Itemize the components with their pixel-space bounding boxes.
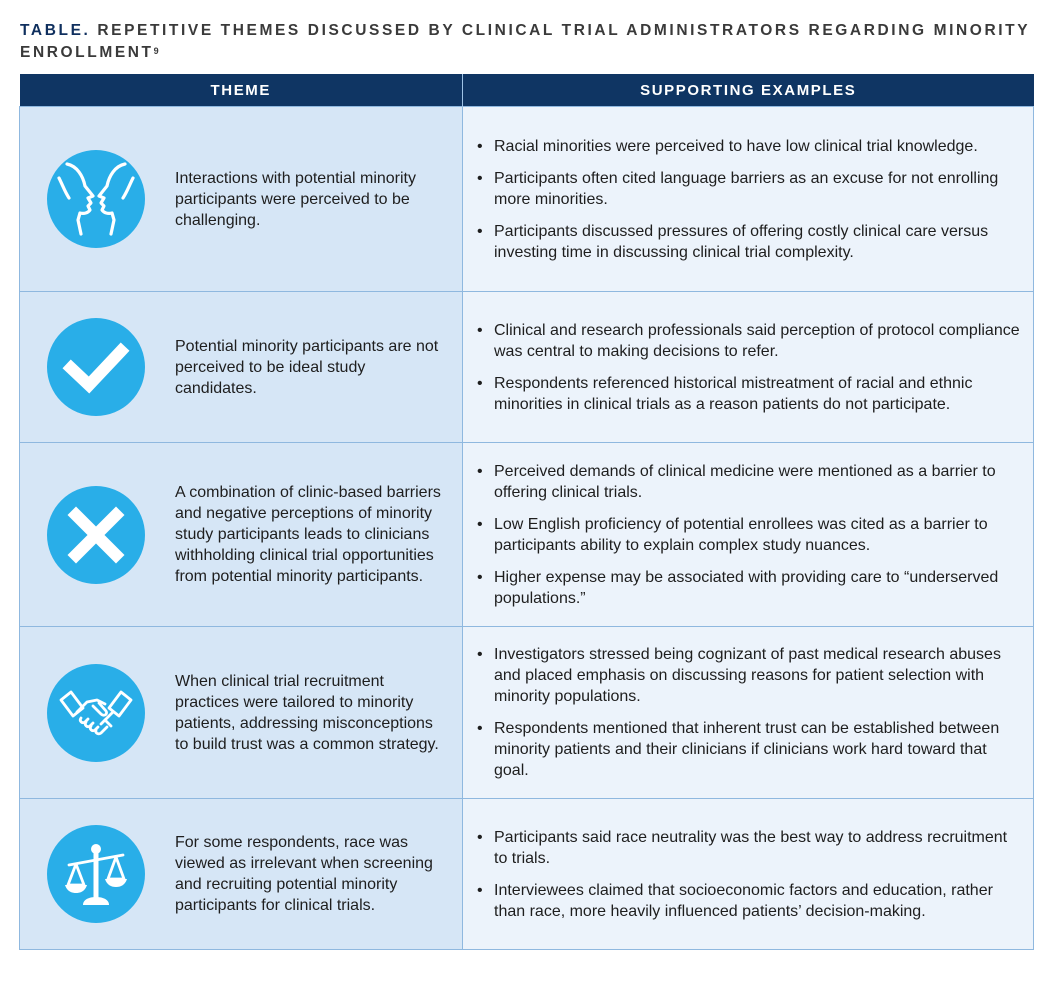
theme-cell <box>20 443 463 627</box>
theme-text: When clinical trial recruitment practices were tailored to minority patients, addressing misconceptions to build trust was a common strategy. <box>175 672 439 753</box>
examples-cell <box>463 627 1034 799</box>
table-title <box>20 20 1030 64</box>
theme-text: For some respondents, race was viewed as irrelevant when screening and recruiting potential minority participants for clinical trials. <box>175 834 433 914</box>
two-faces-icon <box>47 150 145 248</box>
theme-cell <box>20 292 463 443</box>
theme-cell <box>20 107 463 292</box>
list-item: • Low English proficiency of potential enrollees was cited as a barrier to participants ability to explain complex study nuances. <box>477 514 1021 556</box>
table-row <box>20 443 1034 627</box>
list-item: • Interviewees claimed that socioeconomic factors and education, rather than race, more heavily influenced patients’ decision-making. <box>477 880 1021 922</box>
theme-cell <box>20 799 463 950</box>
checkmark-icon <box>47 318 145 416</box>
examples-cell <box>463 107 1034 292</box>
examples-list <box>463 136 1033 263</box>
examples-list <box>463 461 1033 609</box>
theme-cell <box>20 627 463 799</box>
theme-text: Potential minority participants are not perceived to be ideal study candidates. <box>175 337 439 397</box>
table-label: TABLE. <box>20 22 91 39</box>
handshake-icon <box>47 664 145 762</box>
examples-cell <box>463 292 1034 443</box>
list-item: • Clinical and research professionals said perception of protocol compliance was central to making decisions to refer. <box>477 320 1021 362</box>
examples-list <box>463 827 1033 922</box>
list-item: • Respondents referenced historical mistreatment of racial and ethnic minorities in clinical trials as a reason patients do not participate. <box>477 373 1021 415</box>
table-row <box>20 799 1034 950</box>
list-item: • Higher expense may be associated with providing care to “underserved populations.” <box>477 567 1021 609</box>
table-row <box>20 107 1034 292</box>
list-item: • Perceived demands of clinical medicine were mentioned as a barrier to offering clinical trials. <box>477 461 1021 503</box>
balance-scale-icon <box>47 825 145 923</box>
themes-table <box>19 74 1034 950</box>
examples-list <box>463 320 1033 415</box>
examples-cell <box>463 799 1034 950</box>
list-item: • Participants said race neutrality was the best way to address recruitment to trials. <box>477 827 1021 869</box>
header-row <box>20 74 1034 107</box>
x-mark-icon <box>47 486 145 584</box>
list-item: • Investigators stressed being cognizant of past medical research abuses and placed emphasis on discussing reasons for patient selection with minority populations. <box>477 644 1021 707</box>
header-supporting-examples: SUPPORTING EXAMPLES <box>463 74 1034 107</box>
examples-cell <box>463 443 1034 627</box>
footnote-ref: 9 <box>153 46 159 56</box>
list-item: • Respondents mentioned that inherent trust can be established between minority patients and their clinicians if clinicians work hard toward that goal. <box>477 718 1021 781</box>
list-item: • Participants discussed pressures of offering costly clinical care versus investing time in discussing clinical trial complexity. <box>477 221 1021 263</box>
table-row <box>20 627 1034 799</box>
table-row <box>20 292 1034 443</box>
table-title-text: REPETITIVE THEMES DISCUSSED BY CLINICAL TRIAL ADMINISTRATORS REGARDING MINORITY ENROLLMENT <box>20 22 1030 61</box>
theme-text: A combination of clinic-based barriers and negative perceptions of minority study participants leads to clinicians withholding clinical trial opportunities from potential minority participants. <box>175 484 441 585</box>
theme-text: Interactions with potential minority participants were perceived to be challenging. <box>175 169 416 229</box>
examples-list <box>463 644 1033 781</box>
list-item: • Racial minorities were perceived to have low clinical trial knowledge. <box>477 136 1021 157</box>
list-item: • Participants often cited language barriers as an excuse for not enrolling more minorities. <box>477 168 1021 210</box>
header-theme: THEME <box>20 74 463 107</box>
